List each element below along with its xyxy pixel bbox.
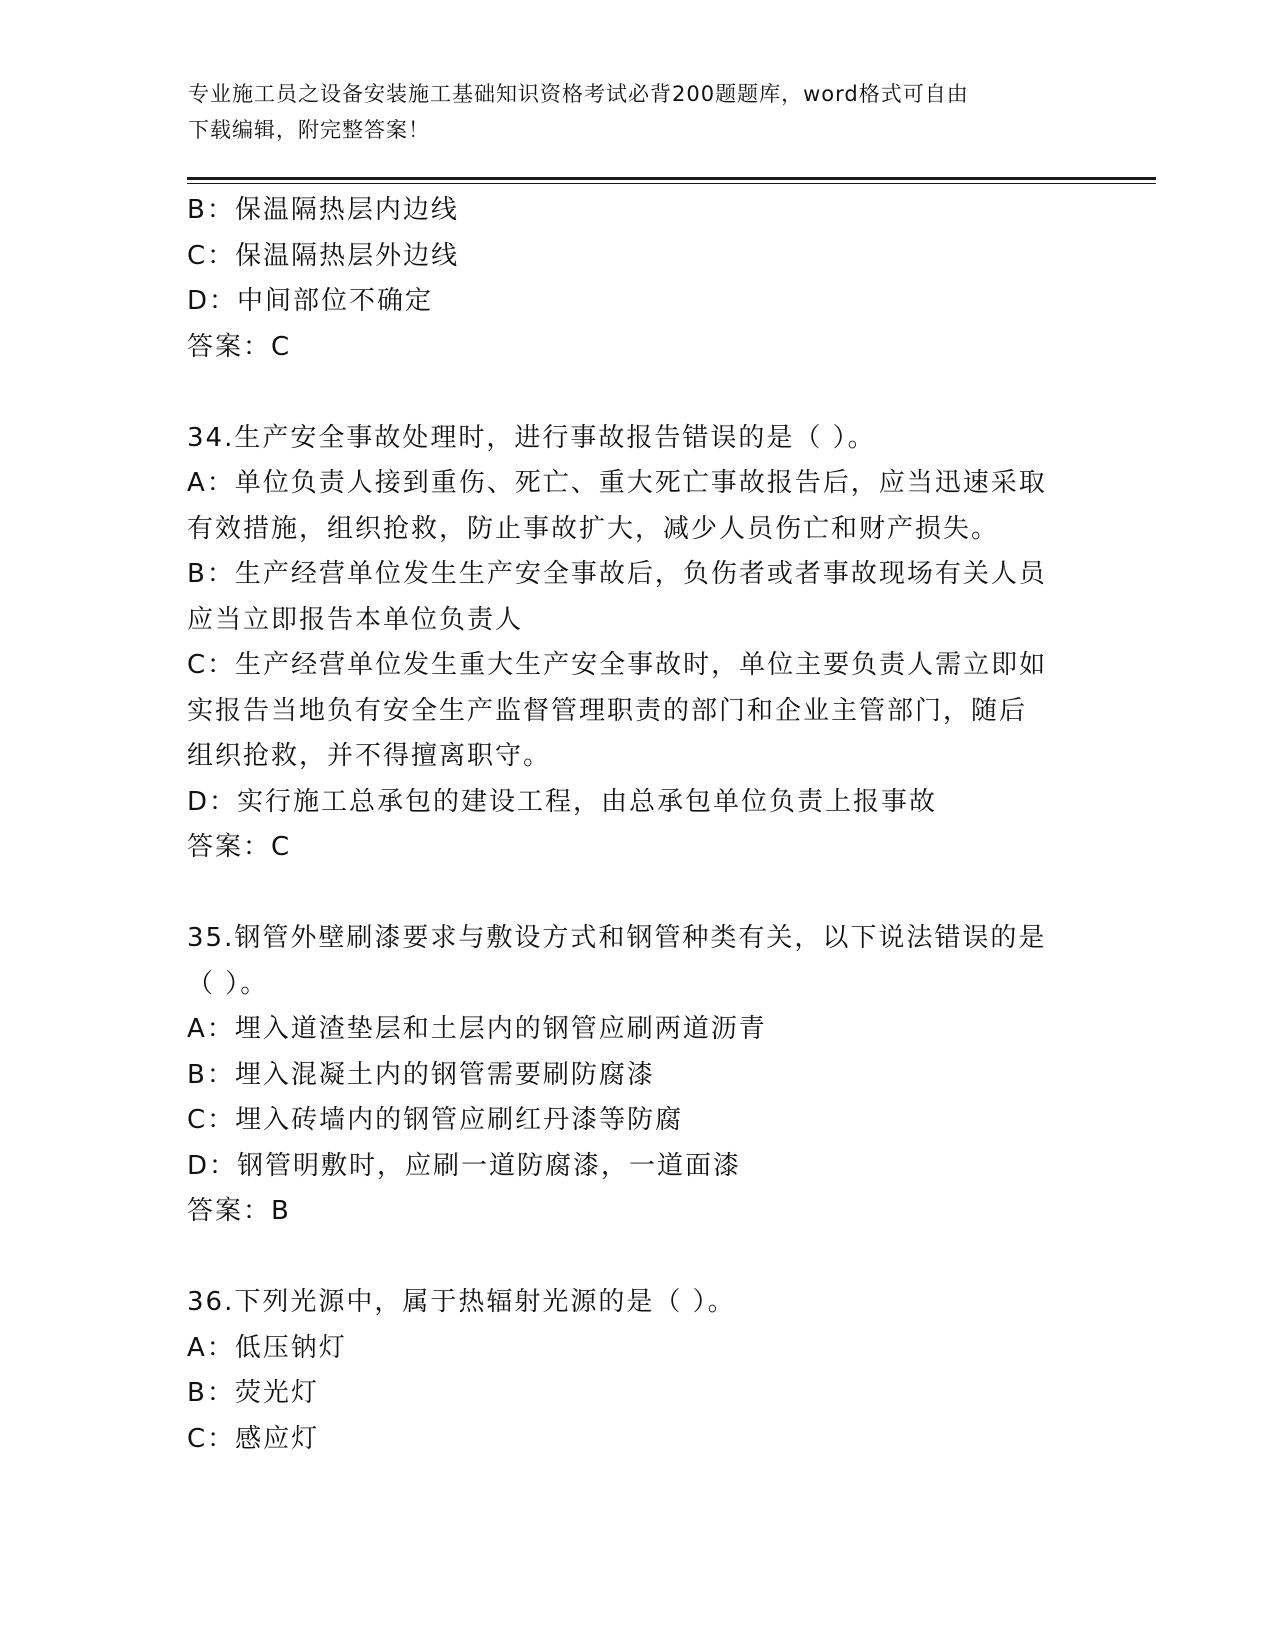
- q34-option-d: D：实行施工总承包的建设工程，由总承包单位负责上报事故: [187, 786, 938, 817]
- question-content: [187, 188, 1087, 1462]
- question-36: [187, 1280, 1087, 1462]
- q36-option-c: C：感应灯: [187, 1423, 320, 1454]
- q34-option-a-line-2: 有效措施，组织抢救，防止事故扩大，减少人员伤亡和财产损失。: [187, 513, 1000, 544]
- question-34: [187, 416, 1087, 871]
- q36-option-b: B：荧光灯: [187, 1378, 319, 1408]
- q35-option-c: C：埋入砖墙内的钢管应刷红丹漆等防腐: [187, 1105, 684, 1135]
- question-35: [187, 916, 1087, 1235]
- q34-stem: 34.生产安全事故处理时，进行事故报告错误的是（ ）。: [187, 422, 876, 453]
- header-title-line-2: 下载编辑，附完整答案！: [188, 118, 430, 142]
- q34-option-c-line-3: 组织抢救，并不得擅离职守。: [187, 741, 552, 771]
- q35-answer: 答案：B: [187, 1196, 291, 1226]
- q34-option-a-line-1: A：单位负责人接到重伤、死亡、重大死亡事故报告后，应当迅速采取: [187, 468, 1047, 498]
- q33-option-c: C：保温隔热层外边线: [187, 240, 460, 271]
- spacer: [187, 370, 1087, 416]
- header-rule-thin: [187, 183, 1156, 184]
- document-header: [188, 76, 1088, 148]
- q34-option-c-line-1: C：生产经营单位发生重大生产安全事故时，单位主要负责人需立即如: [187, 650, 1048, 680]
- q35-option-d: D：钢管明敷时，应刷一道防腐漆，一道面漆: [187, 1150, 742, 1181]
- q35-option-b: B：埋入混凝土内的钢管需要刷防腐漆: [187, 1059, 655, 1090]
- spacer: [187, 1235, 1087, 1281]
- question-33: [187, 188, 1087, 370]
- q33-option-b: B：保温隔热层内边线: [187, 195, 459, 225]
- q34-answer: 答案：C: [187, 832, 292, 862]
- q36-stem: 36.下列光源中，属于热辐射光源的是（ ）。: [187, 1287, 736, 1317]
- q33-answer: 答案：C: [187, 331, 292, 362]
- q35-stem-line-1: 35.钢管外壁刷漆要求与敷设方式和钢管种类有关，以下说法错误的是: [187, 923, 1047, 953]
- header-rule-thick: [187, 177, 1156, 180]
- q33-option-d: D：中间部位不确定: [187, 286, 434, 316]
- q35-stem-line-2: （ ）。: [187, 968, 269, 999]
- header-title-line-1: 专业施工员之设备安装施工基础知识资格考试必背200题题库，word格式可自由: [188, 82, 969, 106]
- q34-option-b-line-2: 应当立即报告本单位负责人: [187, 604, 524, 635]
- q34-option-b-line-1: B：生产经营单位发生生产安全事故后，负伤者或者事故现场有关人员: [187, 559, 1047, 589]
- spacer: [187, 871, 1087, 917]
- q34-option-c-line-2: 实报告当地负有安全生产监督管理职责的部门和企业主管部门，随后: [187, 695, 1028, 726]
- q36-option-a: A：低压钠灯: [187, 1332, 347, 1363]
- q35-option-a: A：埋入道渣垫层和土层内的钢管应刷两道沥青: [187, 1014, 767, 1044]
